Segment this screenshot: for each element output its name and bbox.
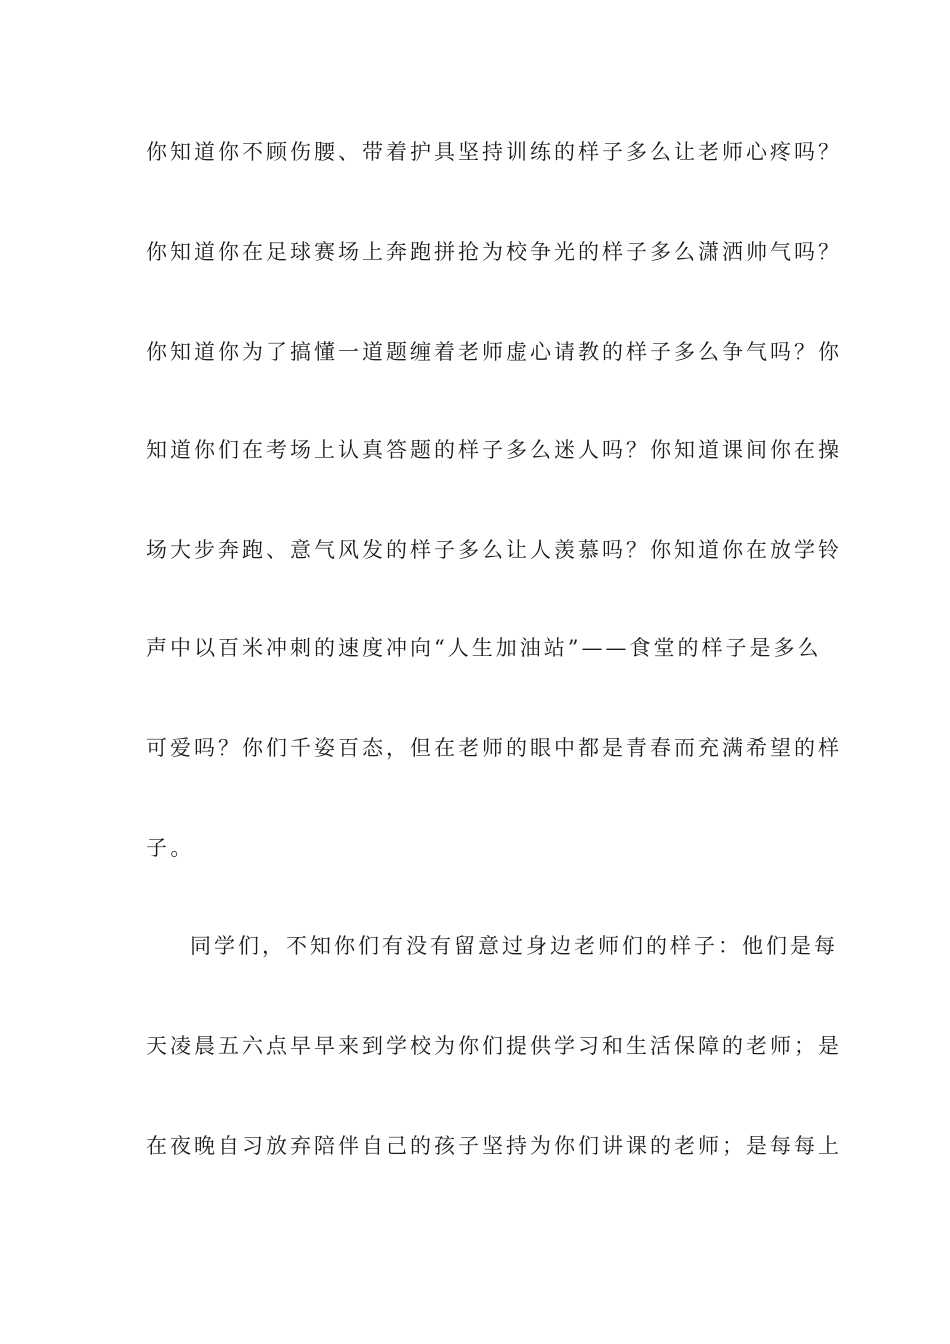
text-line-1: 你知道你不顾伤腰、带着护具坚持训练的样子多么让老师心疼吗？ xyxy=(146,140,842,164)
text-line-4: 知道你们在考场上认真答题的样子多么迷人吗？你知道课间你在操 xyxy=(146,438,842,462)
text-line-6: 声中以百米冲刺的速度冲向“人生加油站”——食堂的样子是多么 xyxy=(146,636,822,660)
text-line-2: 你知道你在足球赛场上奔跑拼抢为校争光的样子多么潇洒帅气吗？ xyxy=(146,240,842,264)
paragraph-start-line: 同学们，不知你们有没有留意过身边老师们的样子：他们是每 xyxy=(190,934,838,958)
text-line-5: 场大步奔跑、意气风发的样子多么让人羡慕吗？你知道你在放学铃 xyxy=(146,538,842,562)
text-line-7: 可爱吗？你们千姿百态，但在老师的眼中都是青春而充满希望的样 xyxy=(146,736,842,760)
text-line-3: 你知道你为了搞懂一道题缠着老师虚心请教的样子多么争气吗？你 xyxy=(146,340,842,364)
text-line-8: 子。 xyxy=(146,836,195,860)
text-line-10: 天凌晨五六点早早来到学校为你们提供学习和生活保障的老师；是 xyxy=(146,1034,842,1058)
text-line-11: 在夜晚自习放弃陪伴自己的孩子坚持为你们讲课的老师；是每每上 xyxy=(146,1134,842,1158)
